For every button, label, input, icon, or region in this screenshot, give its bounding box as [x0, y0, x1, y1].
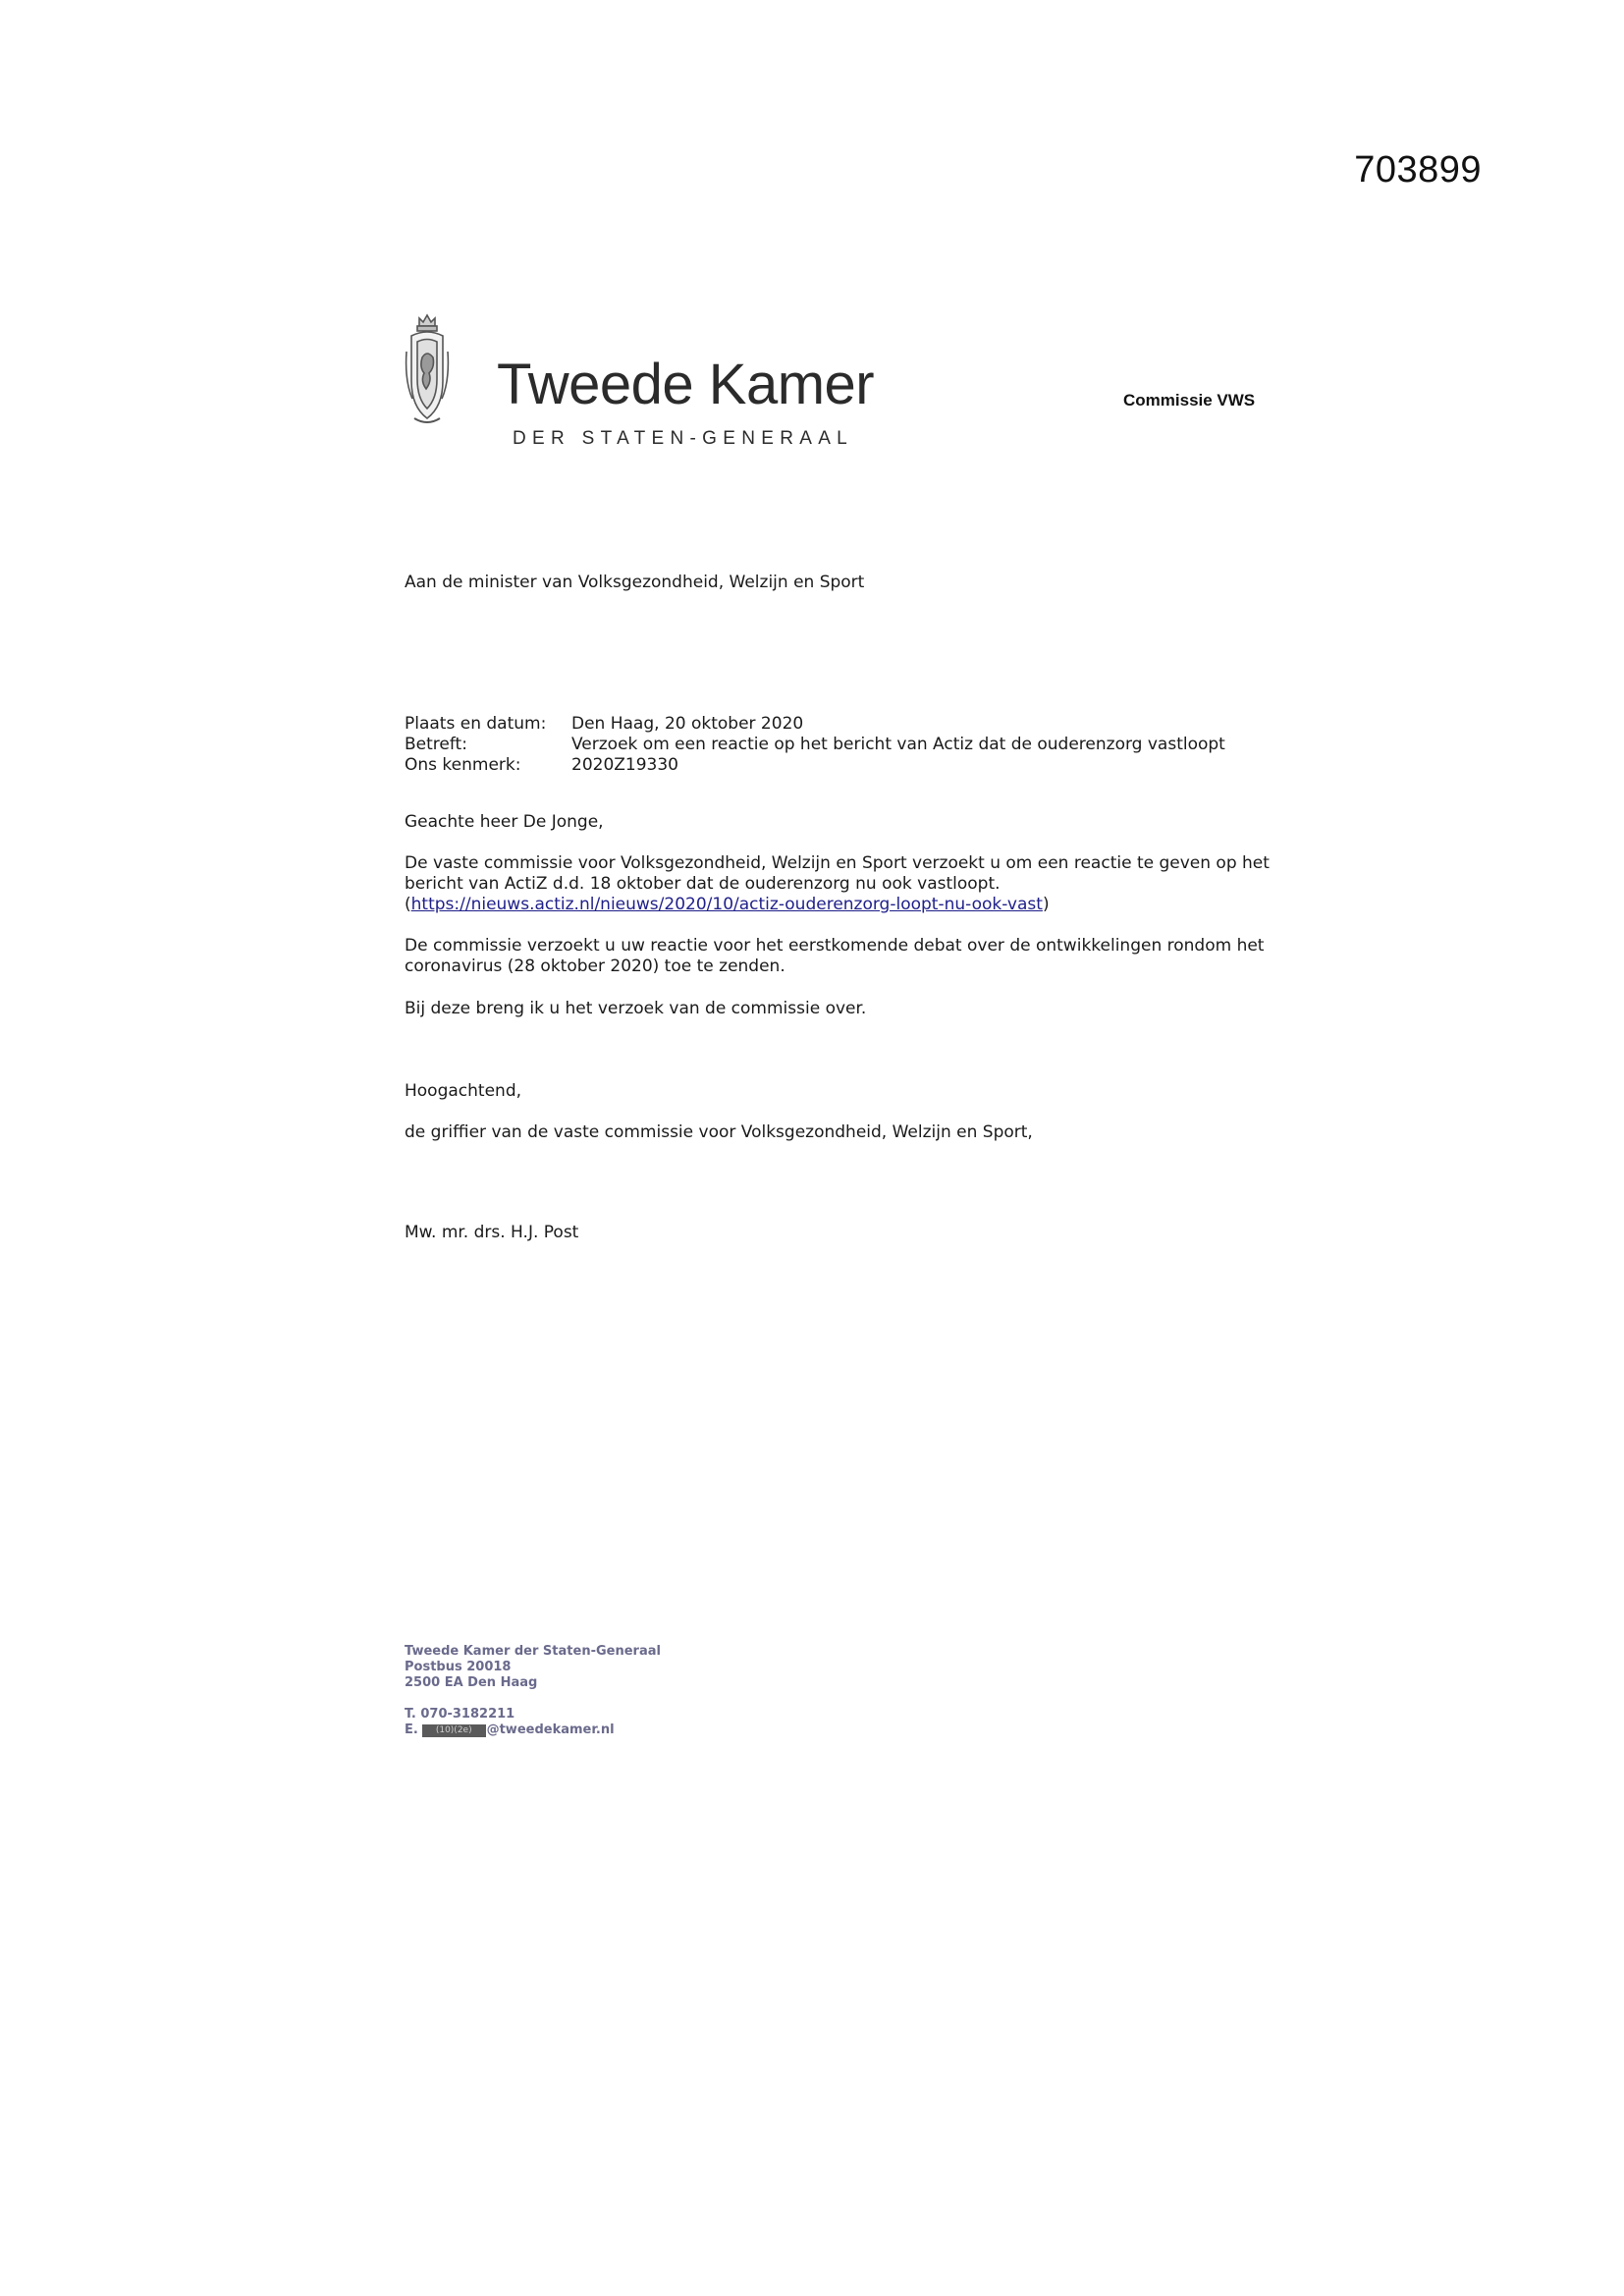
royal-crest-icon — [403, 312, 452, 428]
paragraph-line: coronavirus (28 oktober 2020) toe te zenden. — [405, 957, 785, 976]
paragraph-deadline — [405, 936, 1264, 977]
paragraph-line: De commissie verzoekt u uw reactie voor het eerstkomende debat over de ontwikkelingen rondom het — [405, 936, 1265, 956]
committee-name: Commissie VWS — [1123, 391, 1256, 410]
letter-meta — [405, 714, 1225, 776]
document-number: 703899 — [1354, 149, 1482, 191]
meta-row-subject — [405, 735, 1225, 755]
meta-row-date — [405, 714, 1225, 735]
meta-row-reference — [405, 755, 1225, 776]
meta-value: Verzoek om een reactie op het bericht van Actiz dat de ouderenzorg vastloopt — [571, 735, 1225, 754]
addressee: Aan de minister van Volksgezondheid, Welzijn en Sport — [405, 573, 865, 592]
closing: Hoogachtend, — [405, 1081, 522, 1101]
meta-value: Den Haag, 20 oktober 2020 — [571, 714, 804, 734]
meta-label: Plaats en datum: — [405, 714, 547, 734]
actiz-news-link[interactable]: https://nieuws.actiz.nl/nieuws/2020/10/actiz-ouderenzorg-loopt-nu-ook-vast — [410, 895, 1043, 914]
email-prefix: E. — [405, 1722, 418, 1737]
email-suffix: @tweedekamer.nl — [486, 1722, 615, 1737]
brand-name: Tweede Kamer — [497, 353, 875, 416]
footer-postbus: Postbus 20018 — [405, 1660, 512, 1674]
meta-value: 2020Z19330 — [571, 755, 678, 775]
salutation: Geachte heer De Jonge, — [405, 812, 604, 832]
meta-label: Ons kenmerk: — [405, 755, 521, 775]
brand-subtitle: DER STATEN-GENERAAL — [513, 428, 854, 449]
footer-spacer — [405, 1691, 661, 1707]
footer-email — [405, 1722, 661, 1738]
paren-close: ) — [1042, 895, 1050, 914]
footer-postcode: 2500 EA Den Haag — [405, 1675, 538, 1690]
footer-address — [405, 1644, 661, 1738]
signatory: Mw. mr. drs. H.J. Post — [405, 1223, 579, 1242]
paragraph-line — [405, 895, 1270, 915]
paren-open: ( — [405, 895, 411, 914]
paragraph-line: bericht van ActiZ d.d. 18 oktober dat de ouderenzorg nu ook vastloopt. — [405, 874, 1001, 894]
footer-phone: T. 070-3182211 — [405, 1707, 515, 1722]
redaction-box: (10)(2e) — [422, 1724, 486, 1737]
meta-label: Betreft: — [405, 735, 467, 754]
paragraph-request — [405, 853, 1270, 915]
paragraph-line: De vaste commissie voor Volksgezondheid, Welzijn en Sport verzoekt u om een reactie te geven op het — [405, 853, 1270, 873]
footer-org: Tweede Kamer der Staten-Generaal — [405, 1644, 661, 1659]
paragraph-transfer: Bij deze breng ik u het verzoek van de commissie over. — [405, 999, 867, 1018]
tweede-kamer-logo — [403, 312, 893, 460]
sender-role: de griffier van de vaste commissie voor Volksgezondheid, Welzijn en Sport, — [405, 1122, 1033, 1142]
